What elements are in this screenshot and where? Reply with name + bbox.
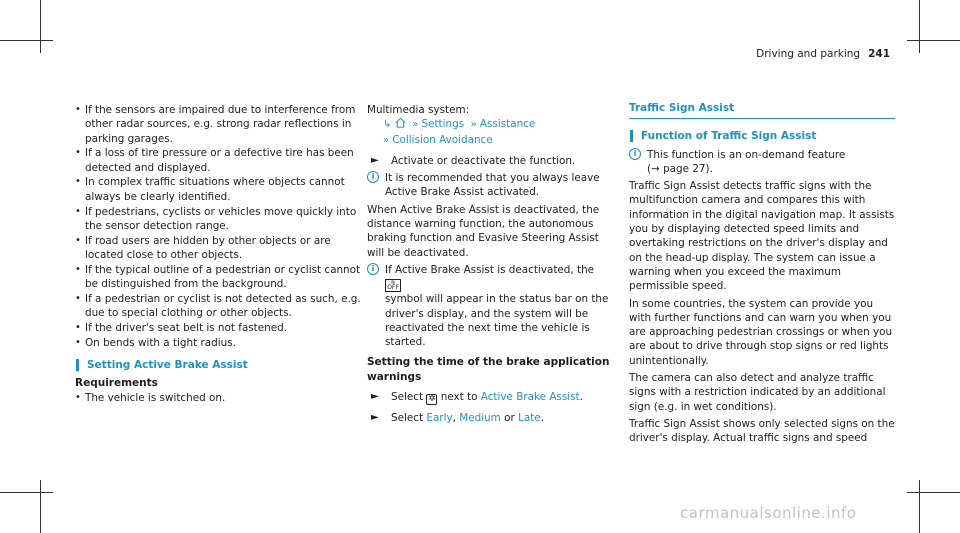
option-late[interactable]: Late (518, 412, 541, 425)
list-item: • If a loss of tire pressure or a defective tire has been detected and displayed. (75, 146, 365, 175)
list-item: • If the sensors are impaired due to interference from other radar sources, e.g. strong radar reflections in parking garages. (75, 103, 365, 146)
active-brake-assist-link[interactable]: Active Brake Assist (480, 391, 580, 404)
menu-assistance-link[interactable]: Assistance (479, 118, 536, 131)
path-arrow-icon: ↳ (383, 119, 392, 131)
crop-mark (907, 40, 960, 41)
list-item: • If a pedestrian or cyclist is not detected as such, e.g. due to special clothing or other objects. (75, 292, 365, 321)
info-note: i This function is an on-demand feature (→ page 27). (629, 148, 895, 177)
watermark: carmanualsonline.info (680, 504, 857, 522)
step-arrow-icon: ► (371, 412, 379, 424)
info-note: i If Active Brake Assist is deactivated, the ≋ OFF symbol will appear in the status bar on the driver's display, and the system will be reactivated the next time the vehicle is started. (367, 263, 612, 349)
info-icon: i (367, 263, 379, 275)
instruction-step: ► Select Early, Medium or Late. (371, 412, 544, 425)
brake-assist-off-icon: ≋ OFF (385, 279, 401, 292)
gear-icon[interactable]: ✲ (428, 394, 436, 405)
crop-mark (919, 480, 920, 533)
crop-mark (907, 492, 960, 493)
crop-mark (40, 0, 41, 53)
sub-heading: Setting the time of the brake application warnings (367, 356, 610, 383)
list-item: • If the driver's seat belt is not fastened. (75, 321, 365, 335)
instruction-step: ► Select ✲ next to Active Brake Assist. (371, 391, 583, 405)
crop-mark (919, 0, 920, 53)
list-item: • If the typical outline of a pedestrian or cyclist cannot be distinguished from the background. (75, 263, 365, 292)
option-early[interactable]: Early (426, 412, 453, 425)
menu-path (367, 117, 612, 132)
option-medium[interactable]: Medium (459, 412, 501, 425)
list-item: • If road users are hidden by other objects or are located close to other objects. (75, 234, 365, 263)
info-icon: i (367, 171, 379, 183)
crop-mark (40, 480, 41, 533)
page-number: 241 (868, 48, 890, 60)
column-right (629, 103, 895, 446)
paragraph: Traffic Sign Assist detects traffic signs with the multifunction camera and compares this with information in the digital navigation map. It assists you by displaying detected speed limits and overtaking restrictions on the driver's display and on the head-up display. The system can issue a warning when you exceed the maximum permissible speed. (629, 180, 895, 293)
column-left (75, 103, 365, 405)
list-item: • In complex traffic situations where objects cannot always be clearly identified. (75, 175, 365, 204)
paragraph: When Active Brake Assist is deactivated, the distance warning function, the autonomous braking function and Evasive Steering Assist will be deactivated. (367, 203, 600, 259)
list-item: • The vehicle is switched on. (75, 391, 365, 405)
list-item: • On bends with a tight radius. (75, 336, 365, 350)
home-icon (395, 117, 406, 128)
requirements-list (75, 391, 365, 405)
list-item: • If pedestrians, cyclists or vehicles move quickly into the sensor detection range. (75, 205, 365, 234)
chevron-right-icon: » (383, 134, 393, 146)
block-heading: Traffic Sign Assist (629, 101, 895, 119)
crop-mark (0, 492, 53, 493)
info-icon: i (629, 148, 641, 160)
section-heading: Function of Traffic Sign Assist (629, 129, 895, 143)
chevron-right-icon: » (467, 119, 480, 131)
paragraph: The camera can also detect and analyze traffic signs with a restriction indicated by an additional sign (e.g. in wet conditions). (629, 372, 886, 413)
crop-mark (0, 40, 53, 41)
info-note: i It is recommended that you always leave Active Brake Assist activated. (367, 171, 612, 200)
requirements-heading: Requirements (75, 377, 158, 390)
section-heading: Setting Active Brake Assist (75, 358, 365, 372)
multimedia-label: Multimedia system: (367, 104, 470, 116)
menu-path-line2 (367, 133, 612, 148)
paragraph: Traffic Sign Assist shows only selected signs on the driver's display. Actual traffic signs and speed (629, 417, 895, 445)
condition-list (75, 103, 365, 350)
header-title: Driving and parking (756, 48, 861, 60)
menu-settings-link[interactable]: Settings (421, 118, 465, 131)
step-arrow-icon: ► (371, 391, 379, 403)
instruction-step: ► Activate or deactivate the function. (371, 154, 576, 167)
menu-collision-avoidance-link[interactable]: Collision Avoidance (392, 133, 493, 146)
paragraph: In some countries, the system can provide you with further functions and can warn you when you are approaching pedestrian crossings or when you are about to drive through stop signs or red lights unintentionally. (629, 297, 893, 367)
page-header (756, 47, 890, 61)
step-arrow-icon: ► (371, 154, 379, 166)
column-middle (367, 103, 612, 428)
chevron-right-icon: » (409, 119, 422, 131)
